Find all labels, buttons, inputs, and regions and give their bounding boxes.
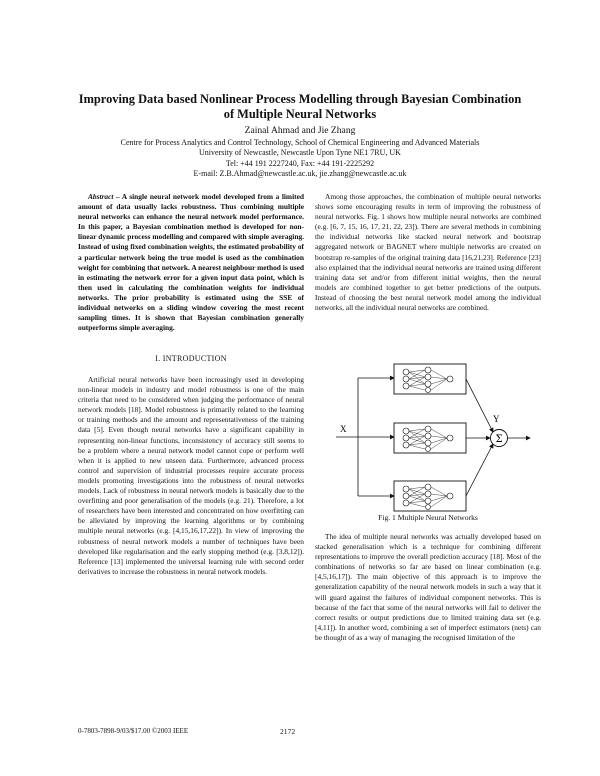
contact-email: E-mail: Z.B.Ahmad@newcastle.ac.uk, jie.zhang@newcastle.ac.uk <box>193 169 407 179</box>
contact-phone: Tel: +44 191 2227240, Fax: +44 191-2225292 <box>225 158 375 168</box>
affiliation-line: Centre for Process Analytics and Control Technology, School of Chemical Engineering and Advanced Materials <box>120 138 480 147</box>
section-heading: I. INTRODUCTION <box>155 354 227 363</box>
authors: Zainal Ahmad and Jie Zhang <box>244 125 356 136</box>
network-box-1 <box>394 364 466 394</box>
right-paragraph-2-text: The idea of multiple neural networks was actually developed based on stacked generalisation which is a technique for combining different representations to improve the overall prediction accuracy [18]. Most of the combinations of networks so far are based on linear combination (e.g. [4,5,16,17]). The main objective of this approach is to improve the generalization capability of the neural network models in such a way that it will guard against the failures of individual component networks. This is because of the fact that some of the neural networks will fail to deliver the correct results or output predictions due to limited training data set (e.g. [4,11]). In another word, combining a set of imperfect estimators (nets) can be thought of as a way of managing the recognised limitation of the <box>315 532 541 642</box>
copyright-line: 0-7803-7898-9/03/$17.00 ©2003 IEEE <box>78 727 189 735</box>
output-branch <box>466 444 493 496</box>
title-line-2: of Multiple Neural Networks <box>223 107 377 121</box>
intro-paragraph <box>78 375 304 577</box>
right-paragraph-2 <box>315 532 541 643</box>
right-paragraph-1 <box>315 192 541 313</box>
network-box-3 <box>394 481 466 511</box>
affiliation <box>40 138 560 180</box>
paper-title <box>60 92 540 122</box>
page-number: 2172 <box>280 727 296 736</box>
multiple-neural-networks-figure <box>336 362 532 512</box>
affiliation-line: University of Newcastle, Newcastle Upon Tyne NE1 7RU, UK <box>199 148 401 158</box>
sum-symbol: Σ <box>495 434 503 445</box>
output-label: Y <box>493 414 500 424</box>
network-box-2 <box>394 423 466 453</box>
title-line-1: Improving Data based Nonlinear Process Modelling through Bayesian Combination <box>78 92 522 106</box>
input-label: X <box>340 424 347 434</box>
abstract-lead: Abstract <box>88 192 114 201</box>
figure-caption: Fig. 1 Multiple Neural Networks <box>378 513 478 522</box>
output-branch <box>466 379 493 432</box>
abstract-text: – A single neural network model developed from a limited amount of data usually lacks robustness. Thus combining multiple neural networks can enhance the neural network model performance. In this paper, a Bayesian combination method is developed for non-linear dynamic process modelling and compared with simple averaging. Instead of using fixed combination weights, the estimated probability of a particular network being the true model is used as the combination weight for combining that network. A nearest neighbour method is used in estimating the network error for a given input data point, which is then used in calculating the combination weights for individual networks. The prior probability is estimated using the SSE of individual networks on a sliding window covering the most recent sampling times. It is shown that Bayesian combination generally outperforms simple averaging. <box>78 192 304 333</box>
intro-text: Artificial neural networks have been increasingly used in developing non-linear models in industry and model robustness is one of the main criteria that need to be considered when judging the performance of neural network models [18]. Model robustness is primarily related to the learning or training methods and the amount and representativeness of the training data [5]. Even though neural networks have a significant capability in representing non-linear functions, inconsistency of accuracy still seems to be a problem where a neural network model cannot cope or perform well when it is applied to new unseen data. Furthermore, advanced process control and supervision of industrial processes require accurate process models promoting investigations into the robustness of neural networks models. Lack of robustness in neural network models is basically due to the overfitting and poor generalisation of the models (e.g. 21). Therefore, a lot of researchers have been interested and concentrated on how overfitting can be alleviated by improving the learning algorithms or by combining multiple neural networks (e.g. [4,15,16,17,22]). In view of improving the robustness of neural network models a number of techniques have been developed like regularisation and the early stopping method (e.g. [3,8,12]). Reference [13] implemented the universal learning rule with second order derivatives to increase the robustness in neural network models. <box>78 375 304 576</box>
right-paragraph-1-text: Among those approaches, the combination of multiple neural networks shows some encouraging results in term of improving the robustness of neural networks. Fig. 1 shows how multiple neural networks are combined (e.g. [6, 7, 15, 16, 17, 21, 22, 23]). There are several methods in combining the individual networks like stacked neural network and bootstrap aggregated network or BAGNET where multiple networks are created on bootstrap re-samples of the original training data [16,21,23]. Reference [23] also explained that the individual neural networks are trained using different training data set and/or from different initial weights, then the neural models are combined together to get better predictions of the outputs. Instead of choosing the best neural network model among the individual networks, all the individual neural networks are combined. <box>315 192 541 313</box>
abstract <box>78 192 304 333</box>
